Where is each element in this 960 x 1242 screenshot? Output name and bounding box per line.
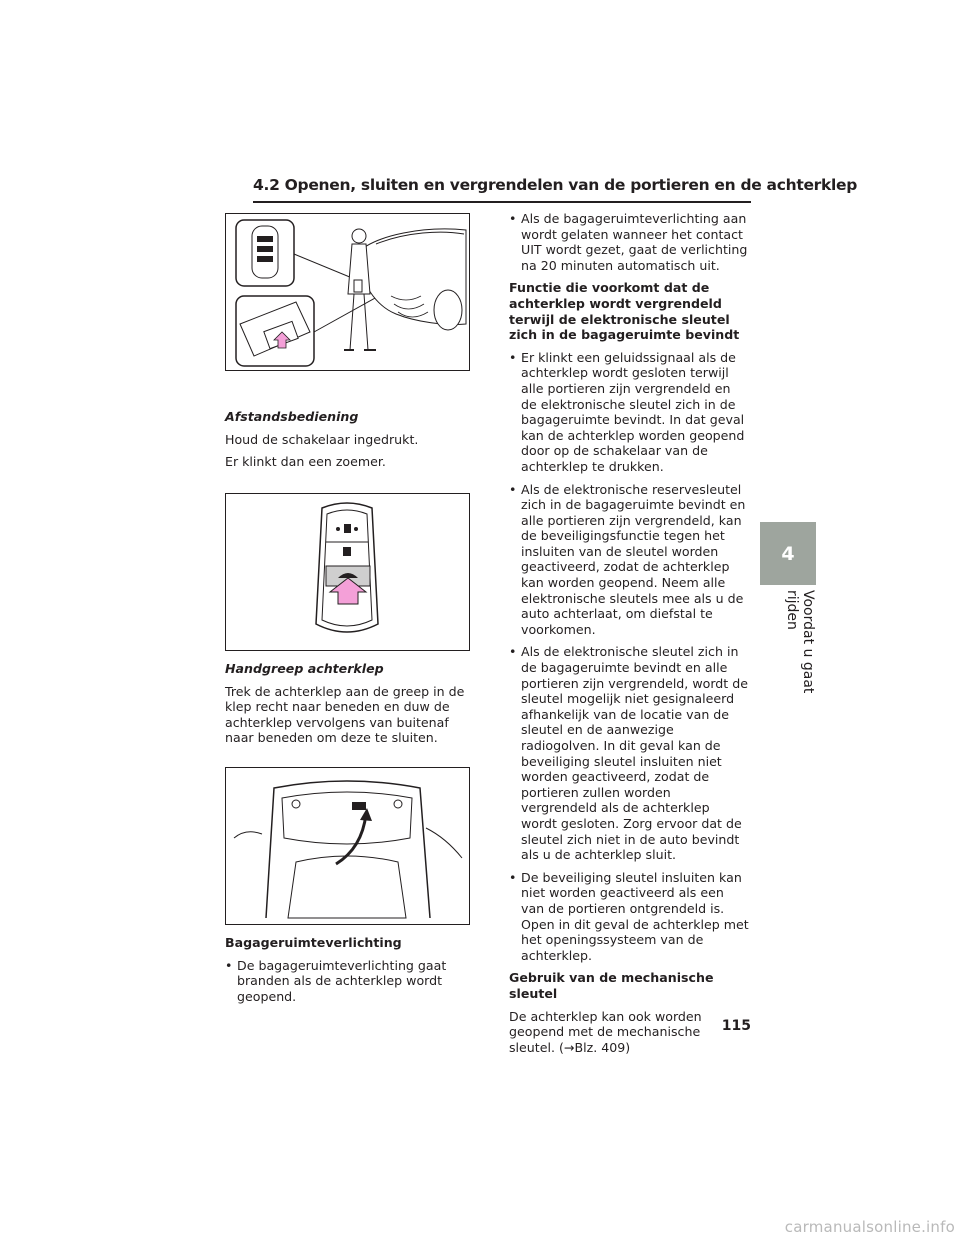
chapter-number: 4 (781, 542, 795, 565)
left-column-middle (225, 661, 475, 753)
paragraph-page-reference[interactable]: De achterklep kan ook worden geopend met de mechanische sleutel. (→Blz. 409) (509, 1008, 702, 1055)
section-heading-light: Bagageruimteverlichting (225, 935, 402, 950)
figure-remote-open (225, 213, 470, 371)
figure-electronic-key (225, 493, 470, 651)
section-heading-remote: Afstandsbediening (225, 409, 359, 424)
chapter-tab[interactable] (760, 522, 816, 585)
bullet-item: • Als de bagageruimteverlichting aan wordt gelaten wanneer het contact UIT wordt gezet, gaat de verlichting na 20 minuten automatisch uit. (509, 211, 749, 273)
page-number: 115 (721, 1018, 751, 1034)
paragraph: Er klinkt dan een zoemer. (225, 454, 386, 470)
section-heading-lockout: Functie die voorkomt dat de achterklep wordt vergrendeld terwijl de elektronische sleutel zich in de bagageruimte bevindt (509, 280, 740, 343)
section-heading-handle: Handgreep achterklep (225, 661, 384, 676)
bullet-item: • De beveiliging sleutel insluiten kan niet worden geactiveerd als een van de portieren ontgrendeld is. Open in dit geval de achterklep met het openingssysteem van de achterklep. (509, 870, 749, 964)
watermark: carmanualsonline.info (784, 1218, 955, 1236)
bullet-item: • Als de elektronische sleutel zich in de bagageruimte bevindt en alle portieren zijn vergrendeld, wordt de sleutel mogelijk niet gesignaleerd afhankelijk van de locatie van de sleutel en de aanwezige radiogolven. In dit geval kan de beveiliging sleutel insluiten niet worden geactiveerd, zodat de portieren zullen worden vergrendeld als de achterklep wordt gesloten. Zorg ervoor dat de sleutel zich niet in de auto bevindt als u de achterklep sluit. (509, 644, 749, 862)
paragraph: Trek de achterklep aan de greep in de klep recht naar beneden en duw de achterklep vervolgens van buitenaf naar beneden om deze te sluiten. (225, 683, 465, 746)
running-header: 4.2 Openen, sluiten en vergrendelen van de portieren en de achterklep (253, 176, 858, 194)
right-column (509, 211, 749, 1062)
header-rule (253, 201, 751, 203)
paragraph: Houd de schakelaar ingedrukt. (225, 431, 419, 447)
left-column-bottom (225, 935, 475, 1011)
section-heading-mechanical-key: Gebruik van de mechanische sleutel (509, 970, 714, 1001)
figure-trunk-handle (225, 767, 470, 925)
bullet-item: • Er klinkt een geluidssignaal als de achterklep wordt gesloten terwijl alle portieren zijn vergrendeld en de elektronische sleutel zich in de bagageruimte bevindt. In dat geval kan de achterklep worden geopend door op de schakelaar van de achterklep te drukken. (509, 350, 749, 475)
bullet-item: • De bagageruimteverlichting gaat branden als de achterklep wordt geopend. (225, 958, 475, 1005)
left-column-top (225, 409, 475, 477)
bullet-item: • Als de elektronische reservesleutel zich in de bagageruimte bevindt en alle portieren zijn vergrendeld, kan de beveiligingsfunctie tegen het insluiten van de sleutel worden geactiveerd, zodat de achterklep kan worden geopend. Neem alle elektronische sleutels mee als u de auto achterlaat, om diefstal te voorkomen. (509, 482, 749, 638)
chapter-label: Voordat u gaat rijden (784, 590, 816, 694)
